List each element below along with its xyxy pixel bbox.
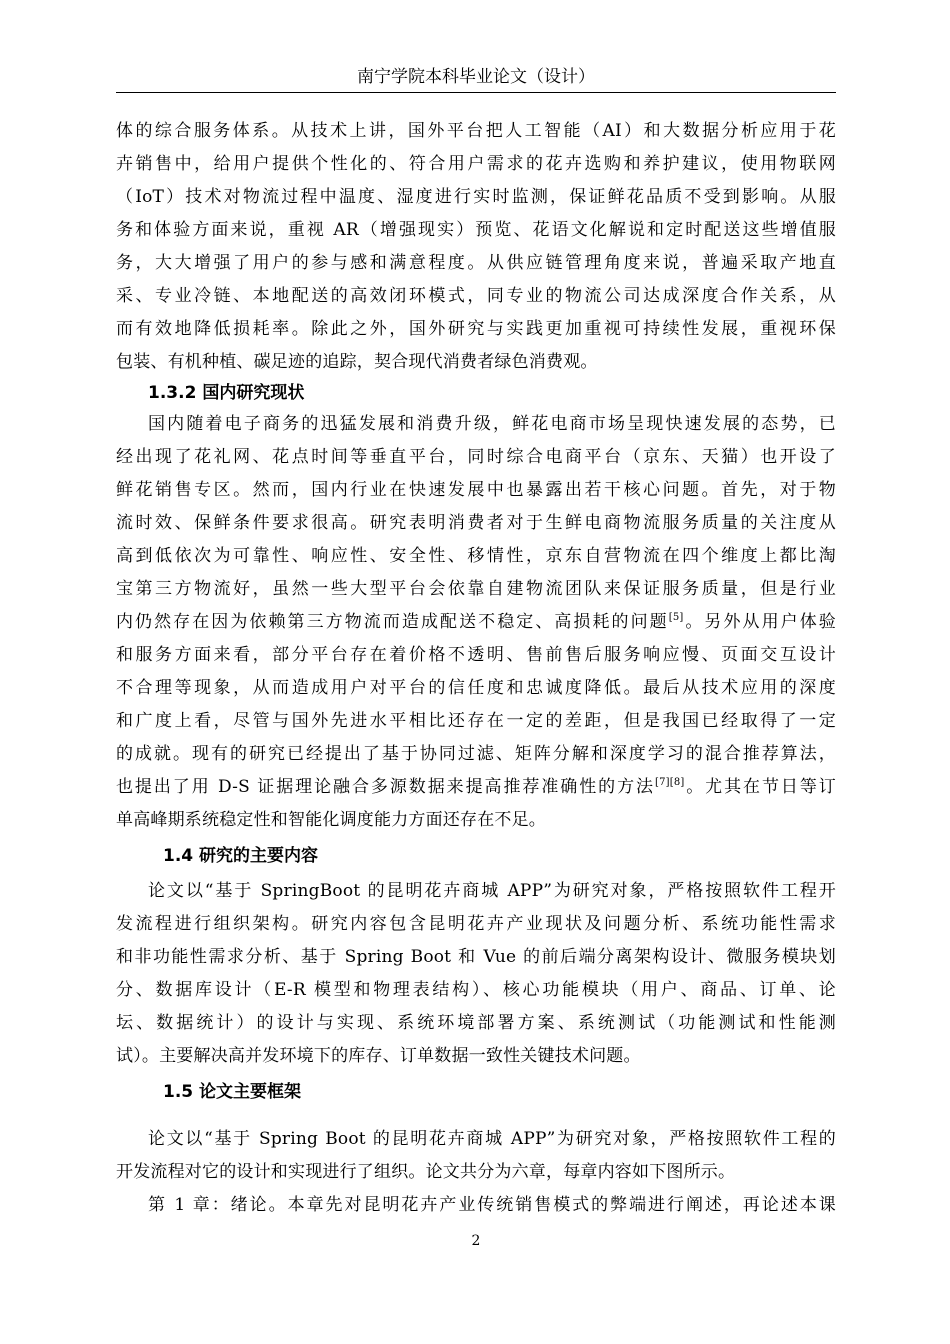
header-rule (116, 92, 836, 93)
body-line: 论文以“基于 Spring Boot 的昆明花卉商城 APP”为研究对象，严格按照软件工程的 (148, 1129, 836, 1149)
body-text: 内仍然存在因为依赖第三方物流而造成配送不稳定、高损耗的问题 (116, 612, 669, 632)
body-line: 的成就。现有的研究已经提出了基于协同过滤、矩阵分解和深度学习的混合推荐算法， (116, 744, 836, 764)
body-line: 发流程进行组织架构。研究内容包含昆明花卉产业现状及问题分析、系统功能性需求 (116, 914, 836, 934)
body-line: 坛、数据统计）的设计与实现、系统环境部署方案、系统测试（功能测试和性能测 (116, 1013, 836, 1033)
section-heading-1-3-2: 1.3.2 国内研究现状 (148, 383, 305, 403)
body-line: 单高峰期系统稳定性和智能化调度能力方面还存在不足。 (116, 810, 546, 830)
section-heading-1-4: 1.4 研究的主要内容 (163, 846, 319, 866)
body-line: 而有效地降低损耗率。除此之外，国外研究与实践更加重视可持续性发展，重视环保 (116, 319, 836, 339)
body-line: 流时效、保鲜条件要求很高。研究表明消费者对于生鲜电商物流服务质量的关注度从 (116, 513, 836, 533)
body-line: 经出现了花礼网、花点时间等垂直平台，同时综合电商平台（京东、天猫）也开设了 (116, 447, 836, 467)
body-line: 包装、有机种植、碳足迹的追踪，契合现代消费者绿色消费观。 (116, 352, 598, 372)
page-number: 2 (471, 1233, 481, 1249)
body-line: 高到低依次为可靠性、响应性、安全性、移情性，京东自营物流在四个维度上都比淘 (116, 546, 836, 566)
body-line: 体的综合服务体系。从技术上讲，国外平台把人工智能（AI）和大数据分析应用于花 (116, 121, 836, 141)
body-line: 采、专业冷链、本地配送的高效闭环模式，同专业的物流公司达成深度合作关系，从 (116, 286, 836, 306)
body-text: 。尤其在节日等订 (684, 777, 836, 797)
body-text: 也提出了用 D-S 证据理论融合多源数据来提高推荐准确性的方法 (116, 777, 655, 797)
body-line: 论文以“基于 SpringBoot 的昆明花卉商城 APP”为研究对象，严格按照软件工程开 (148, 881, 836, 901)
section-heading-1-5: 1.5 论文主要框架 (163, 1082, 302, 1102)
body-line: 和服务方面来看，部分平台存在着价格不透明、售前售后服务响应慢、页面交互设计 (116, 645, 836, 665)
body-line: 和非功能性需求分析、基于 Spring Boot 和 Vue 的前后端分离架构设计、微服务模块划 (116, 947, 836, 967)
body-line: 宝第三方物流好，虽然一些大型平台会依靠自建物流团队来保证服务质量，但是行业 (116, 579, 836, 599)
body-line-with-citation (116, 775, 836, 799)
body-line: 国内随着电子商务的迅猛发展和消费升级，鲜花电商市场呈现快速发展的态势，已 (148, 414, 836, 434)
citation-5: [5] (668, 612, 684, 623)
page-header: 南宁学院本科毕业论文（设计） (357, 67, 595, 87)
body-line: （IoT）技术对物流过程中温度、湿度进行实时监测，保证鲜花品质不受到影响。从服 (116, 187, 836, 207)
body-line: 第 1 章：绪论。本章先对昆明花卉产业传统销售模式的弊端进行阐述，再论述本课 (148, 1195, 836, 1215)
body-line: 分、数据库设计（E-R 模型和物理表结构）、核心功能模块（用户、商品、订单、论 (116, 980, 836, 1000)
body-line-with-citation (116, 610, 836, 634)
body-line: 务，大大增强了用户的参与感和满意程度。从供应链管理角度来说，普遍采取产地直 (116, 253, 836, 273)
body-line: 卉销售中，给用户提供个性化的、符合用户需求的花卉选购和养护建议，使用物联网 (116, 154, 836, 174)
citation-7-8: [7][8] (654, 777, 685, 788)
body-line: 务和体验方面来说，重视 AR（增强现实）预览、花语文化解说和定时配送这些增值服 (116, 220, 836, 240)
body-line: 试）。主要解决高并发环境下的库存、订单数据一致性关键技术问题。 (116, 1046, 641, 1066)
body-line: 和广度上看，尽管与国外先进水平相比还存在一定的差距，但是我国已经取得了一定 (116, 711, 836, 731)
body-line: 不合理等现象，从而造成用户对平台的信任度和忠诚度降低。最后从技术应用的深度 (116, 678, 836, 698)
body-line: 开发流程对它的设计和实现进行了组织。论文共分为六章，每章内容如下图所示。 (116, 1162, 736, 1182)
body-line: 鲜花销售专区。然而，国内行业在快速发展中也暴露出若干核心问题。首先，对于物 (116, 480, 836, 500)
body-text: 。另外从用户体验 (683, 612, 836, 632)
